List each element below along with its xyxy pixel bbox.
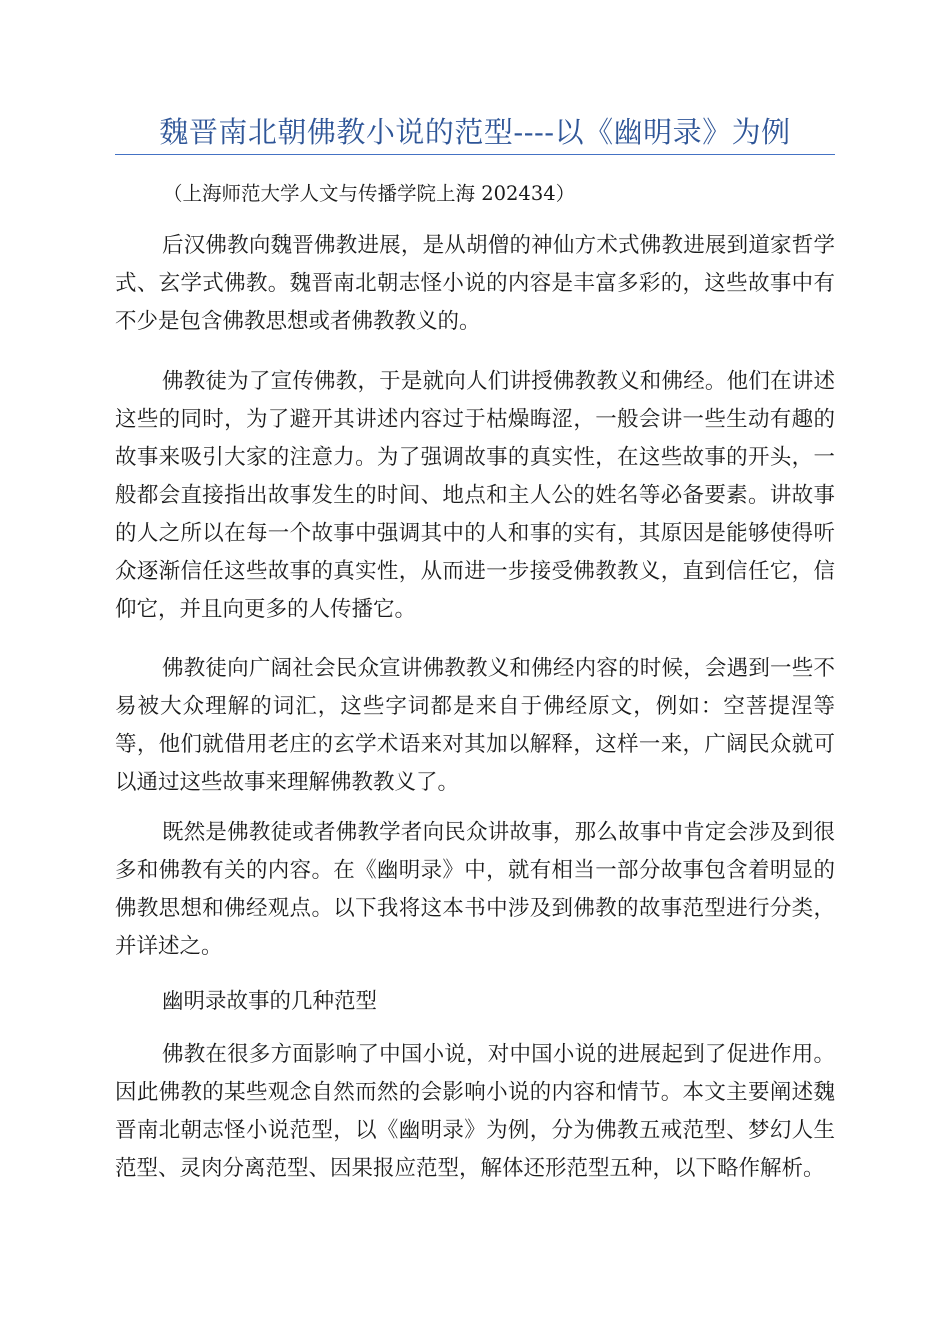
body-paragraph: 佛教在很多方面影响了中国小说，对中国小说的进展起到了促进作用。因此佛教的某些观念自然而然的会影响小说的内容和情节。本文主要阐述魏晋南北朝志怪小说范型，以《幽明录》为例，分为佛教五戒范型、梦幻人生范型、灵肉分离范型、因果报应范型，解体还形范型五种，以下略作解析。 [115, 1042, 835, 1181]
title-underline [115, 154, 835, 155]
body-paragraph: 既然是佛教徒或者佛教学者向民众讲故事，那么故事中肯定会涉及到很多和佛教有关的内容。在《幽明录》中，就有相当一部分故事包含着明显的佛教思想和佛经观点。以下我将这本书中涉及到佛教的故事范型进行分类，并详述之。 [115, 820, 835, 959]
section-heading: 幽明录故事的几种范型 [162, 989, 378, 1014]
body-paragraph: 佛教徒向广阔社会民众宣讲佛教教义和佛经内容的时候，会遇到一些不易被大众理解的词汇，这些字词都是来自于佛经原文，例如：空菩提涅等等，他们就借用老庄的玄学术语来对其加以解释，这样一来，广阔民众就可以通过这些故事来理解佛教教义了。 [115, 656, 835, 795]
document-title: 魏晋南北朝佛教小说的范型----以《幽明录》为例 [159, 115, 791, 149]
author-affiliation: （上海师范大学人文与传播学院上海 202434） [163, 182, 576, 205]
body-paragraph: 佛教徒为了宣传佛教，于是就向人们讲授佛教教义和佛经。他们在讲述这些的同时，为了避开其讲述内容过于枯燥晦涩，一般会讲一些生动有趣的故事来吸引大家的注意力。为了强调故事的真实性，在这些故事的开头，一般都会直接指出故事发生的时间、地点和主人公的姓名等必备要素。讲故事的人之所以在每一个故事中强调其中的人和事的实有，其原因是能够使得听众逐渐信任这些故事的真实性，从而进一步接受佛教教义，直到信任它，信仰它，并且向更多的人传播它。 [115, 369, 835, 622]
body-paragraph: 后汉佛教向魏晋佛教进展，是从胡僧的神仙方术式佛教进展到道家哲学式、玄学式佛教。魏晋南北朝志怪小说的内容是丰富多彩的，这些故事中有不少是包含佛教思想或者佛教教义的。 [115, 233, 835, 334]
